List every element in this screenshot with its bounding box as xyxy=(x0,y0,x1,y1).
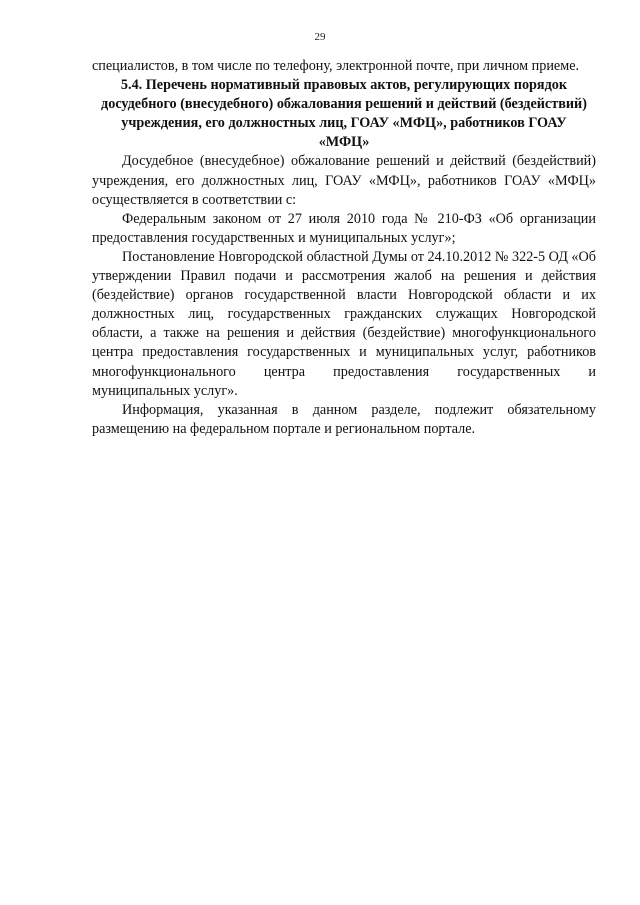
page-number: 29 xyxy=(314,31,326,43)
body-paragraph-publication-notice: Информация, указанная в данном разделе, подлежит обязательному размещению на федеральном портале и региональном портале. xyxy=(92,401,596,437)
body-paragraph-regional-resolution: Постановление Новгородской областной Думы от 24.10.2012 № 322-5 ОД «Об утверждении Правил подачи и рассмотрения жалоб на решения и действия (бездействие) органов государственной власти Новгородской области и их должностных лиц, государственных гражданских служащих Новгородской области, а также на решения и действия (бездействие) многофункционального центра предоставления государственных и муниципальных услуг, работников многофункционального центра предоставления государственных и муниципальных услуг». xyxy=(92,248,596,399)
body-paragraph-appeal-basis: Досудебное (внесудебное) обжалование решений и действий (бездействий) учреждения, его должностных лиц, ГОАУ «МФЦ», работников ГОАУ «МФЦ» осуществляется в соответствии с: xyxy=(92,153,596,208)
page-content xyxy=(92,57,596,439)
body-paragraph-federal-law: Федеральным законом от 27 июля 2010 года № 210-ФЗ «Об организации предоставления государственных и муниципальных услуг»; xyxy=(92,210,596,246)
intro-continuation-paragraph: специалистов, в том числе по телефону, электронной почте, при личном приеме. xyxy=(92,58,580,74)
section-heading: 5.4. Перечень нормативный правовых актов, регулирующих порядок досудебного (внесудебного) обжалования решений и действий (бездействий) учреждения, его должностных лиц, ГОАУ «МФЦ», работников ГОАУ «МФЦ» xyxy=(101,77,587,151)
